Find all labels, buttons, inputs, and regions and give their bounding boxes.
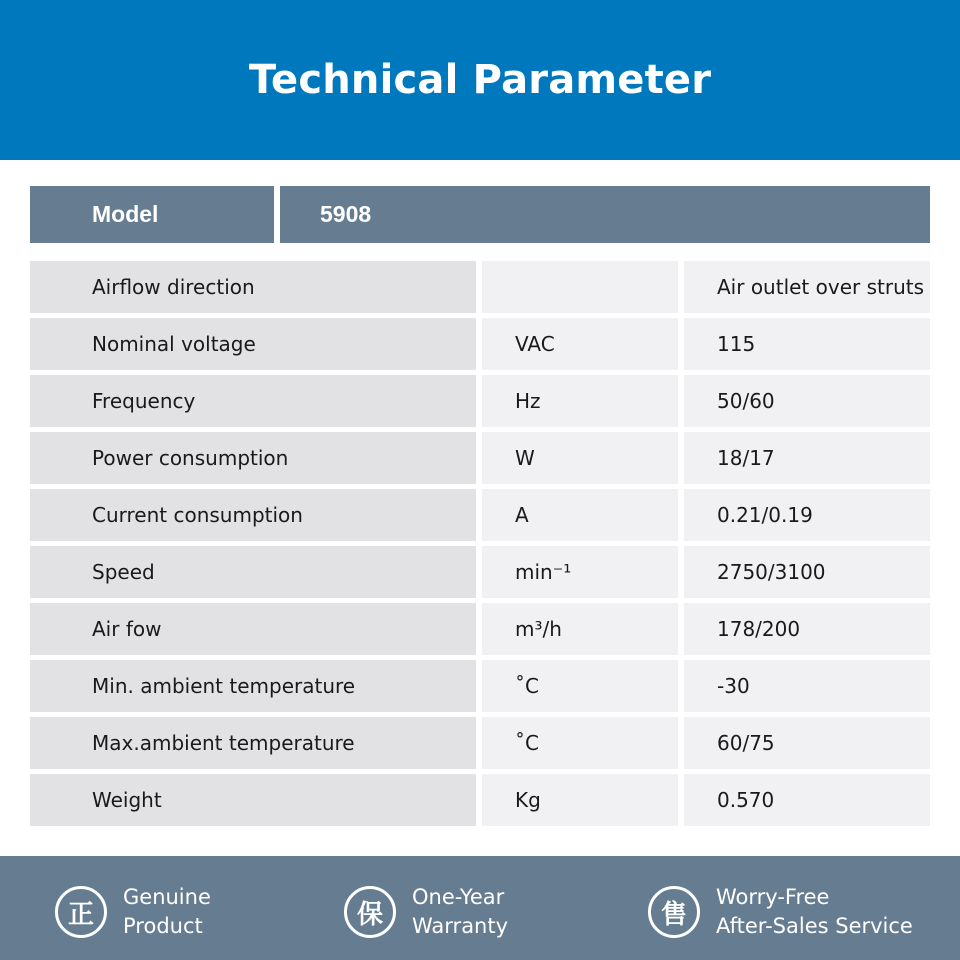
parameter-value: 50/60 bbox=[684, 375, 930, 427]
badge-line1: One-Year bbox=[412, 885, 505, 909]
badge-line2: Warranty bbox=[412, 914, 509, 938]
parameter-name: Min. ambient temperature bbox=[30, 660, 476, 712]
table-row bbox=[30, 717, 930, 774]
model-value: 5908 bbox=[280, 186, 930, 243]
table-row bbox=[30, 489, 930, 546]
parameter-name: Max.ambient temperature bbox=[30, 717, 476, 769]
page-title: Technical Parameter bbox=[248, 57, 712, 103]
table-row bbox=[30, 261, 930, 318]
service-seal-icon: 售 bbox=[648, 886, 700, 938]
table-row bbox=[30, 774, 930, 831]
table-row bbox=[30, 375, 930, 432]
parameter-name: Weight bbox=[30, 774, 476, 826]
parameter-unit: min⁻¹ bbox=[482, 546, 678, 598]
parameter-unit: VAC bbox=[482, 318, 678, 370]
table-row bbox=[30, 432, 930, 489]
model-label: Model bbox=[30, 186, 274, 243]
parameter-value: 60/75 bbox=[684, 717, 930, 769]
parameter-table bbox=[30, 261, 930, 831]
parameter-name: Power consumption bbox=[30, 432, 476, 484]
parameter-value: 18/17 bbox=[684, 432, 930, 484]
parameter-value: 0.570 bbox=[684, 774, 930, 826]
table-row bbox=[30, 660, 930, 717]
parameter-unit: A bbox=[482, 489, 678, 541]
badge-line1: Genuine bbox=[123, 885, 211, 909]
parameter-value: 2750/3100 bbox=[684, 546, 930, 598]
parameter-name: Current consumption bbox=[30, 489, 476, 541]
header-banner bbox=[0, 0, 960, 160]
genuine-product-badge bbox=[55, 883, 211, 941]
parameter-unit: ˚C bbox=[482, 717, 678, 769]
genuine-seal-icon: 正 bbox=[55, 886, 107, 938]
parameter-unit: m³/h bbox=[482, 603, 678, 655]
parameter-value: 178/200 bbox=[684, 603, 930, 655]
parameter-name: Nominal voltage bbox=[30, 318, 476, 370]
parameter-unit: Hz bbox=[482, 375, 678, 427]
table-row bbox=[30, 603, 930, 660]
badge-line1: Worry-Free bbox=[716, 885, 830, 909]
parameter-unit: W bbox=[482, 432, 678, 484]
parameter-name: Speed bbox=[30, 546, 476, 598]
table-row bbox=[30, 546, 930, 603]
parameter-name: Air fow bbox=[30, 603, 476, 655]
badge-line2: After-Sales Service bbox=[716, 914, 913, 938]
parameter-name: Airflow direction bbox=[30, 261, 476, 313]
parameter-value: -30 bbox=[684, 660, 930, 712]
parameter-value: 115 bbox=[684, 318, 930, 370]
badge-line2: Product bbox=[123, 914, 203, 938]
parameter-unit bbox=[482, 261, 678, 313]
warranty-seal-icon: 保 bbox=[344, 886, 396, 938]
parameter-unit: Kg bbox=[482, 774, 678, 826]
table-row bbox=[30, 318, 930, 375]
parameter-name: Frequency bbox=[30, 375, 476, 427]
model-row bbox=[30, 186, 930, 243]
parameter-value: 0.21/0.19 bbox=[684, 489, 930, 541]
parameter-value: Air outlet over struts bbox=[684, 261, 930, 313]
service-footer bbox=[0, 856, 960, 960]
parameter-unit: ˚C bbox=[482, 660, 678, 712]
warranty-badge bbox=[344, 883, 508, 941]
after-sales-badge bbox=[648, 883, 913, 941]
